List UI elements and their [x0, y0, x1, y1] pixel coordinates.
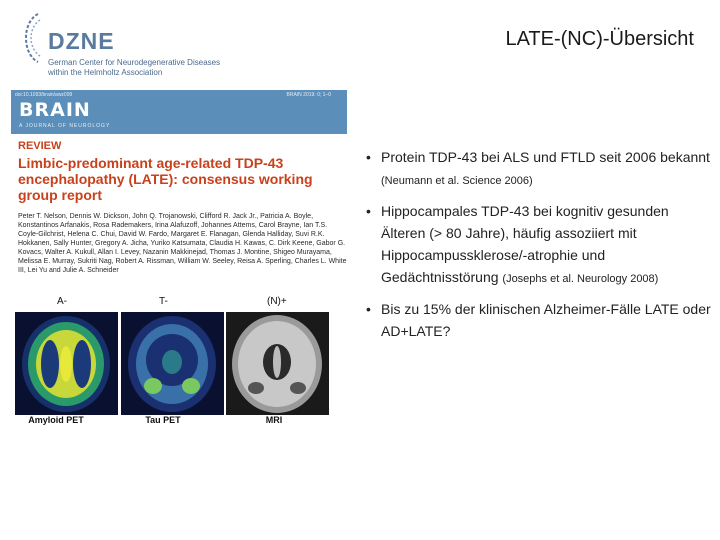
logo-text: DZNE	[48, 28, 115, 54]
scan-label: Tau PET	[145, 415, 181, 425]
bullet-text: Bis zu 15% der klinischen Alzheimer-Fälle LATE oder AD+LATE?	[381, 301, 711, 339]
article-section: REVIEW	[18, 140, 62, 152]
journal-subtitle: A JOURNAL OF NEUROLOGY	[19, 123, 111, 129]
bullet-ref: (Neumann et al. Science 2006)	[381, 175, 533, 187]
logo-subtitle-2: within the Helmholtz Association	[48, 68, 163, 77]
bullet-text: Hippocampales TDP-43 bei kognitiv gesunden Älteren (> 80 Jahre), häufig assoziiert mit Hippocampussklerose/-atrophie und Gedächtnisstörung	[381, 203, 669, 285]
bullet-dot-icon: •	[366, 203, 371, 219]
bullet-item	[364, 200, 714, 290]
bullet-dot-icon: •	[366, 301, 371, 317]
article-thumbnail	[11, 90, 347, 290]
slide-title: LATE-(NC)-Übersicht	[505, 28, 694, 50]
scan-top-label: (N)+	[267, 296, 287, 307]
dzne-logo	[18, 10, 221, 77]
bullet-item	[364, 298, 714, 342]
article-doi: doi:10.1093/brain/awz099	[15, 92, 73, 98]
dzne-arc-icon	[18, 12, 42, 64]
bullet-dot-icon: •	[366, 149, 371, 165]
article-title: Limbic-predominant age-related TDP-43 encephalopathy (LATE): consensus working group report	[18, 155, 313, 203]
scan-top-label: A-	[57, 296, 67, 307]
brain-scans	[15, 296, 335, 446]
scan-top-label: T-	[159, 296, 168, 307]
article-ref: BRAIN 2019: 0; 1–0	[286, 92, 331, 98]
journal-header	[11, 90, 347, 134]
scan-label: MRI	[265, 415, 283, 425]
bullet-ref: (Josephs et al. Neurology 2008)	[502, 273, 659, 285]
logo-subtitle-1: German Center for Neurodegenerative Diseases	[48, 58, 221, 67]
scan-label: Amyloid PET	[28, 415, 84, 425]
bullet-item	[364, 146, 714, 192]
amyloid-pet-image	[15, 312, 118, 415]
journal-name: BRAIN	[19, 99, 91, 121]
bullet-list	[364, 146, 714, 350]
article-authors: Peter T. Nelson, Dennis W. Dickson, John Q. Trojanowski, Clifford R. Jack Jr., Patricia A. Boyle, Konstantinos Arfanakis, Rosa Rademakers, Irina Alafuzoff, Johannes Attems, Carol Brayne, Ian T.S. Coyle-Gilchrist, Helena C. Chui, David W. Fardo, Margaret E. Flanagan, Glenda Halliday, Suvi R.K. Hokkanen, Sally Hunter, Gregory A. Jicha, Yuriko Katsumata, Claudia H. Kawas, C. Dirk Keene, Gabor G. Kovacs, Walter A. Kukull, Allan I. Levey, Nazanin Makkinejad, Thomas J. Montine, Shigeo Murayama, Melissa E. Murray, Sukriti Nag, Robert A. Rissman, William W. Seeley, Reisa A. Sperling, Charles L. White III, Lei Yu and Julie A. Schneider	[18, 213, 347, 274]
mri-image	[226, 312, 329, 415]
tau-pet-image	[121, 312, 224, 415]
bullet-text: Protein TDP-43 bei ALS und FTLD seit 2006 bekannt	[381, 149, 710, 165]
